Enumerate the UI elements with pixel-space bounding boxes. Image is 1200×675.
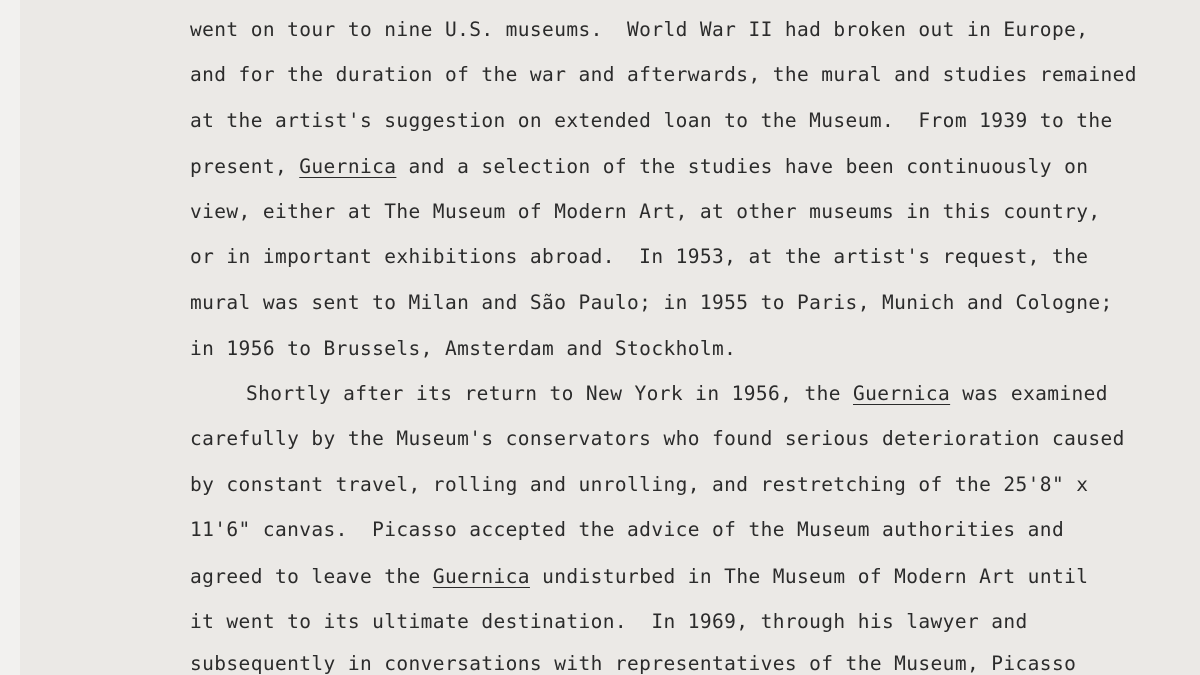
text-line: at the artist's suggestion on extended loan to the Museum. From 1939 to the xyxy=(190,109,1113,132)
text-segment: present, xyxy=(190,155,300,178)
text-line: it went to its ultimate destination. In 1969, through his lawyer and xyxy=(190,610,1028,633)
text-line: 11'6" canvas. Picasso accepted the advice of the Museum authorities and xyxy=(190,518,1065,541)
text-line: carefully by the Museum's conservators who found serious deterioration caused xyxy=(190,427,1125,450)
text-line: went on tour to nine U.S. museums. World War II had broken out in Europe, xyxy=(190,18,1089,41)
underlined-title: Guernica xyxy=(432,565,530,588)
text-line: by constant travel, rolling and unrolling, and restretching of the 25'8" x xyxy=(190,473,1089,496)
text-line: subsequently in conversations with representatives of the Museum, Picasso xyxy=(190,652,1077,675)
underlined-title: Guernica xyxy=(299,155,397,178)
text-line xyxy=(190,155,1180,179)
text-line: or in important exhibitions abroad. In 1953, at the artist's request, the xyxy=(190,245,1089,268)
text-segment: was examined xyxy=(950,382,1108,405)
page-edge xyxy=(0,0,21,675)
text-line xyxy=(190,565,1180,589)
text-line: in 1956 to Brussels, Amsterdam and Stockholm. xyxy=(190,337,737,360)
text-segment: agreed to leave the xyxy=(190,565,433,588)
text-segment: Shortly after its return to New York in 1956, the xyxy=(246,382,853,405)
text-line: view, either at The Museum of Modern Art, at other museums in this country, xyxy=(190,200,1101,223)
text-segment: and a selection of the studies have been continuously on xyxy=(396,155,1089,178)
text-line xyxy=(246,382,1180,406)
text-line-cropped xyxy=(190,652,1180,675)
text-line: and for the duration of the war and afterwards, the mural and studies remained xyxy=(190,63,1137,86)
underlined-title: Guernica xyxy=(853,382,951,405)
text-segment: undisturbed in The Museum of Modern Art until xyxy=(529,565,1089,588)
text-line: mural was sent to Milan and São Paulo; in 1955 to Paris, Munich and Cologne; xyxy=(190,291,1113,314)
